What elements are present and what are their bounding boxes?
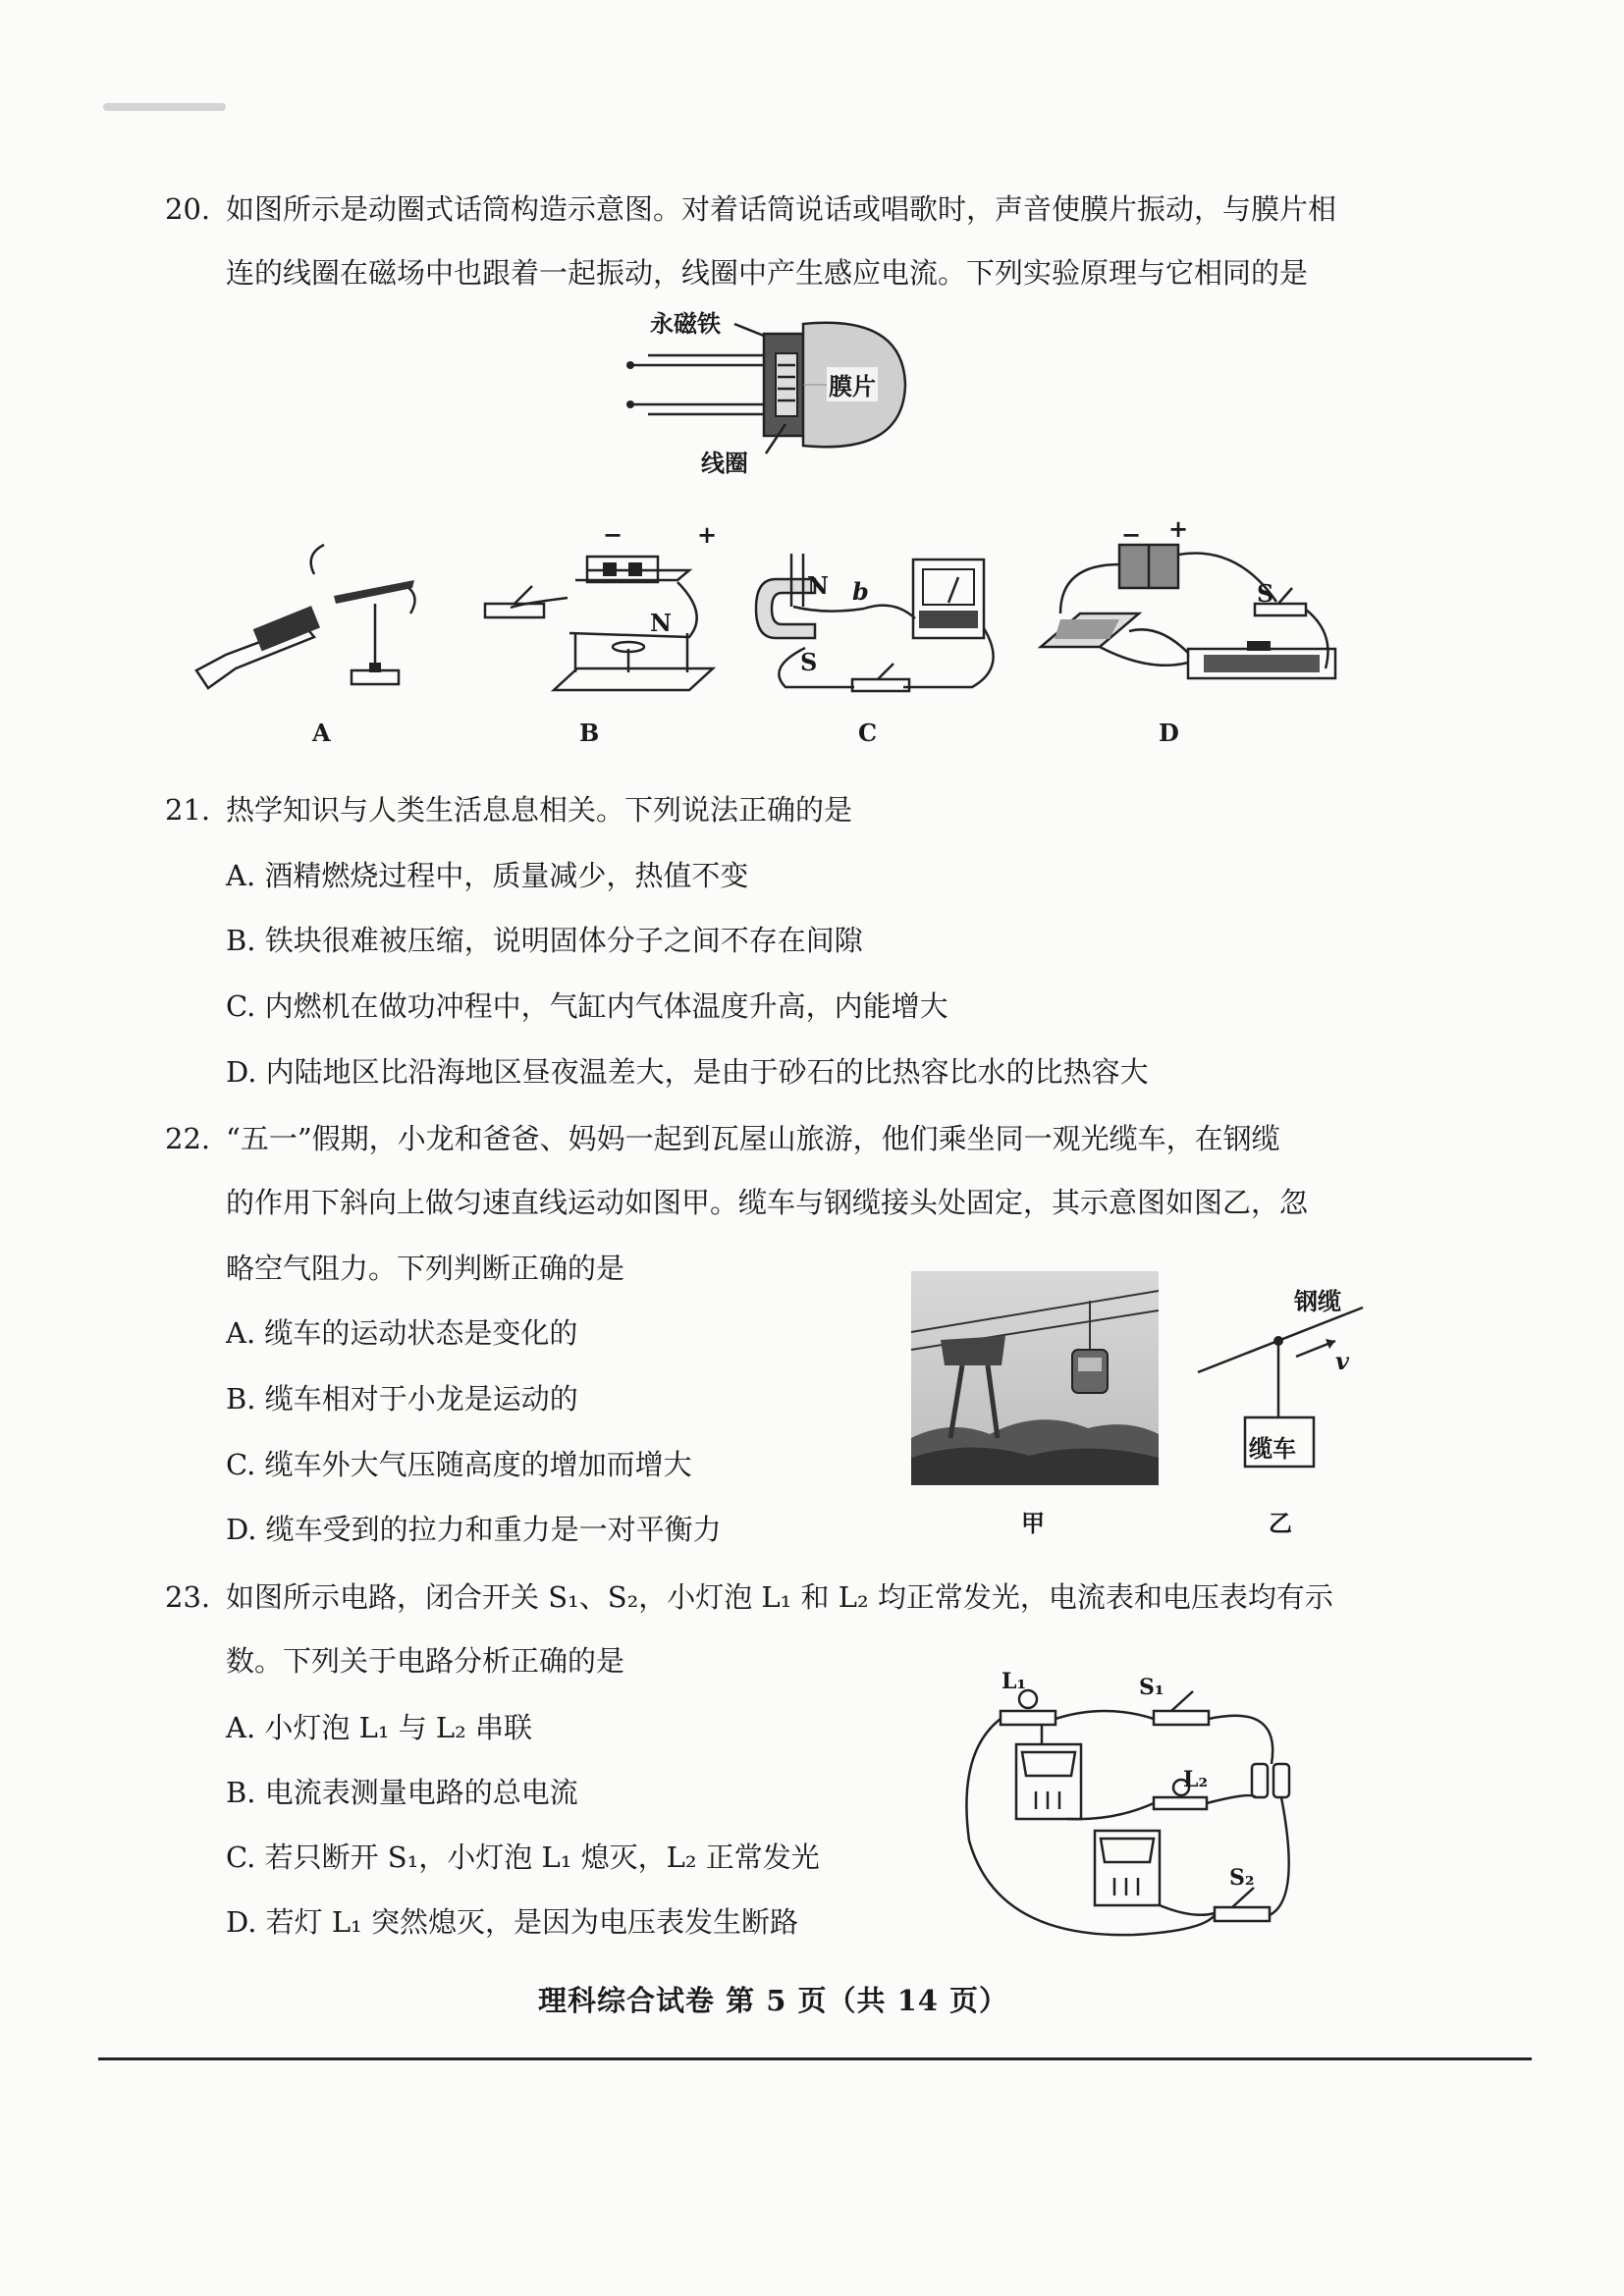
label-S2: S₂ — [1229, 1865, 1255, 1891]
q23-line1: 23. 如图所示电路，闭合开关 S₁、S₂，小灯泡 L₁ 和 L₂ 均正常发光，电流表和电压表均有示 — [165, 1577, 1333, 1617]
cablecar-photo — [911, 1271, 1159, 1485]
q21-option-b: B. 铁块很难被压缩，说明固体分子之间不存在间隙 — [226, 924, 863, 957]
option-b-n: N — [650, 609, 672, 637]
option-b-label: B — [579, 719, 600, 747]
q22-option-a: A. 缆车的运动状态是变化的 — [226, 1316, 578, 1350]
option-c-figure — [756, 550, 1011, 697]
label-L2: L₂ — [1183, 1767, 1209, 1792]
option-a-figure — [187, 545, 442, 702]
q21-stem: 21. 热学知识与人类生活息息相关。下列说法正确的是 — [165, 790, 852, 829]
q22-option-c: C. 缆车外大气压随高度的增加而增大 — [226, 1448, 692, 1481]
q22-line2: 的作用下斜向上做匀速直线运动如图甲。缆车与钢缆接头处固定，其示意图如图乙，忽 — [226, 1186, 1309, 1219]
car-label: 缆车 — [1249, 1434, 1296, 1463]
option-a-label: A — [312, 719, 331, 747]
option-b-minus: − — [603, 520, 623, 549]
option-c-b: b — [852, 577, 869, 606]
q22-number: 22. — [165, 1122, 211, 1155]
q21-number: 21. — [165, 793, 211, 827]
q21-option-d: D. 内陆地区比沿海地区昼夜温差大，是由于砂石的比热容比水的比热容大 — [226, 1055, 1149, 1089]
option-c-n: N — [807, 571, 829, 600]
option-d-plus: + — [1168, 514, 1189, 543]
label-L1: L₁ — [1001, 1669, 1027, 1694]
option-c-s: S — [800, 648, 818, 676]
q22-line3: 略空气阻力。下列判断正确的是 — [226, 1252, 625, 1285]
q23-option-b: B. 电流表测量电路的总电流 — [226, 1776, 578, 1809]
option-d-s: S — [1257, 579, 1274, 608]
label-S1: S₁ — [1139, 1675, 1164, 1700]
option-d-figure — [1031, 525, 1345, 697]
fig-label-jia: 甲 — [1021, 1509, 1045, 1537]
fig-label-coil: 线圈 — [701, 449, 748, 477]
fig-label-yi: 乙 — [1269, 1509, 1292, 1537]
option-c-label: C — [858, 719, 878, 747]
q23-line2: 数。下列关于电路分析正确的是 — [226, 1644, 625, 1678]
q23-option-d: D. 若灯 L₁ 突然熄灭，是因为电压表发生断路 — [226, 1905, 798, 1939]
option-d-minus: − — [1121, 520, 1142, 549]
circuit-diagram — [957, 1674, 1360, 1958]
fig-label-membrane: 膜片 — [827, 367, 878, 401]
cable-label: 钢缆 — [1294, 1287, 1341, 1315]
velocity-label: v — [1335, 1347, 1349, 1375]
scan-mark — [103, 103, 226, 111]
q22-line1: 22. “五一”假期，小龙和爸爸、妈妈一起到瓦屋山旅游，他们乘坐同一观光缆车，在钢缆 — [165, 1119, 1280, 1158]
q23-option-c: C. 若只断开 S₁，小灯泡 L₁ 熄灭，L₂ 正常发光 — [226, 1841, 820, 1874]
q23-option-a: A. 小灯泡 L₁ 与 L₂ 串联 — [226, 1711, 533, 1744]
q23-number: 23. — [165, 1580, 211, 1614]
q21-option-a: A. 酒精燃烧过程中，质量减少，热值不变 — [226, 859, 749, 892]
q20-line1: 20. 如图所示是动圈式话筒构造示意图。对着话筒说话或唱歌时，声音使膜片振动，与膜片相 — [165, 189, 1336, 229]
option-b-figure — [481, 525, 736, 702]
q20-number: 20. — [165, 192, 211, 226]
option-d-label: D — [1159, 719, 1179, 747]
q22-option-b: B. 缆车相对于小龙是运动的 — [226, 1382, 578, 1415]
q20-line2: 连的线圈在磁场中也跟着一起振动，线圈中产生感应电流。下列实验原理与它相同的是 — [226, 256, 1309, 290]
option-b-plus: + — [697, 520, 718, 549]
bottom-rule — [98, 2057, 1532, 2060]
q22-option-d: D. 缆车受到的拉力和重力是一对平衡力 — [226, 1513, 722, 1546]
fig-label-magnet: 永磁铁 — [650, 309, 721, 338]
q21-option-c: C. 内燃机在做功冲程中，气缸内气体温度升高，内能增大 — [226, 989, 948, 1023]
page-footer: 理科综合试卷 第 5 页（共 14 页） — [538, 1984, 1009, 2017]
